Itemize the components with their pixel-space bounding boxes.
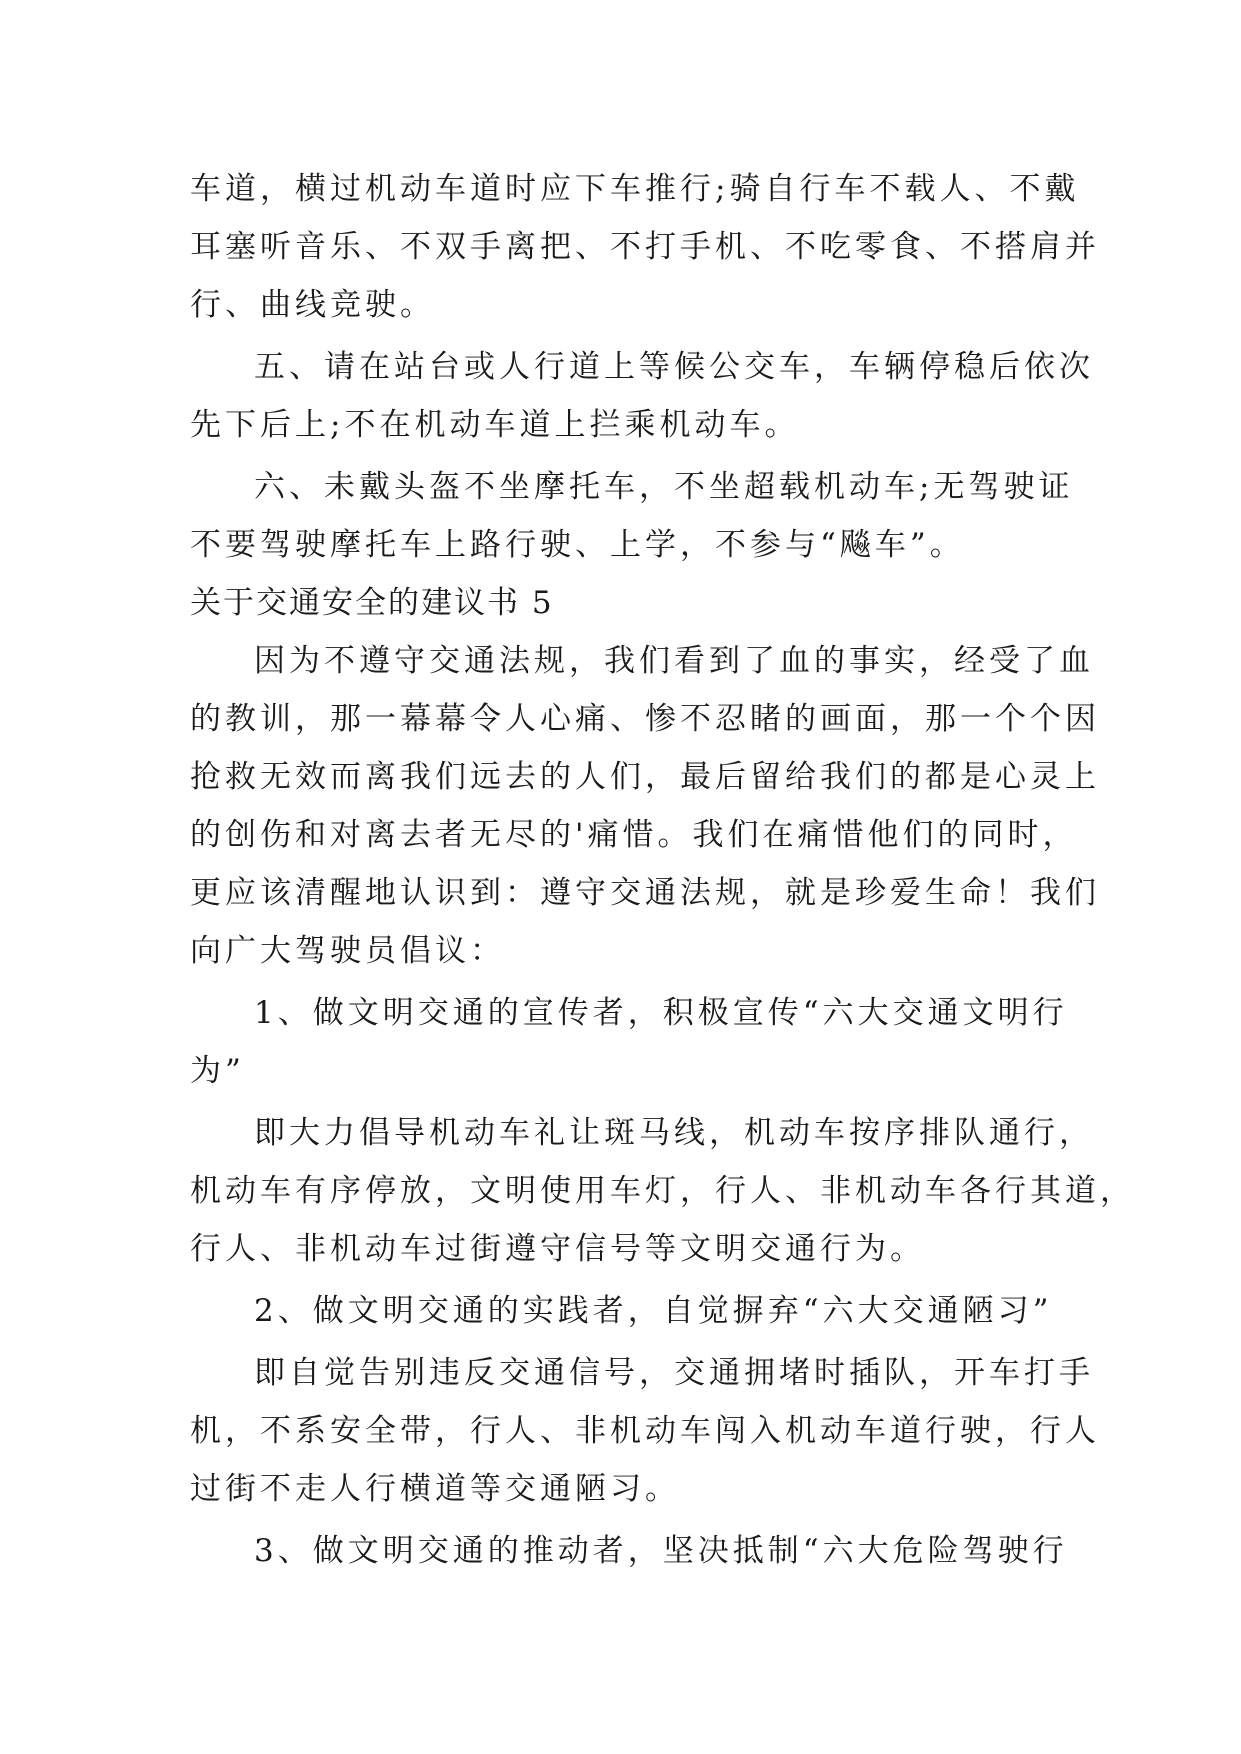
text-line: 1、做文明交通的宣传者，积极宣传“六大交通文明行 xyxy=(254,995,1068,1031)
paragraph xyxy=(190,338,1094,454)
paragraph xyxy=(190,458,1074,574)
text-line: 即自觉告别违反交通信号，交通拥堵时插队，开车打手 xyxy=(254,1355,1094,1391)
text-line: 耳塞听音乐、不双手离把、不打手机、不吃零食、不搭肩并 xyxy=(190,229,1100,265)
paragraph xyxy=(190,984,1070,1100)
paragraph xyxy=(190,632,1100,980)
text-line: 不要驾驶摩托车上路行驶、上学，不参与“飚车”。 xyxy=(190,527,965,563)
text-line: 2、做文明交通的实践者，自觉摒弃“六大交通陋习” xyxy=(254,1293,1053,1329)
text-line: 因为不遵守交通法规，我们看到了血的事实，经受了血 xyxy=(254,643,1094,679)
section-heading xyxy=(190,574,1070,632)
text-line: 先下后上;不在机动车道上拦乘机动车。 xyxy=(190,407,800,443)
text-line: 机动车有序停放，文明使用车灯，行人、非机动车各行其道， xyxy=(190,1173,1135,1209)
text-line: 更应该清醒地认识到：遵守交通法规，就是珍爱生命！我们 xyxy=(190,875,1100,911)
paragraph xyxy=(190,160,1100,334)
text-line: 的创伤和对离去者无尽的'痛惜。我们在痛惜他们的同时， xyxy=(190,817,1078,853)
document-body xyxy=(190,160,1135,1580)
text-line: 3、做文明交通的推动者，坚决抵制“六大危险驾驶行 xyxy=(254,1533,1068,1569)
paragraph xyxy=(190,1104,1135,1278)
heading-text: 关于交通安全的建议书 5 xyxy=(190,585,554,621)
paragraph xyxy=(190,1344,1100,1518)
text-line: 过街不走人行横道等交通陋习。 xyxy=(190,1471,680,1507)
text-line: 五、请在站台或人行道上等候公交车，车辆停稳后依次 xyxy=(254,349,1094,385)
text-line: 向广大驾驶员倡议： xyxy=(190,933,505,969)
text-line: 机，不系安全带，行人、非机动车闯入机动车道行驶，行人 xyxy=(190,1413,1100,1449)
paragraph xyxy=(190,1282,1070,1340)
text-line: 行、曲线竞驶。 xyxy=(190,287,435,323)
text-line: 车道，横过机动车道时应下车推行;骑自行车不载人、不戴 xyxy=(190,171,1080,207)
text-line: 行人、非机动车过街遵守信号等文明交通行为。 xyxy=(190,1231,925,1267)
paragraph xyxy=(190,1522,1070,1580)
text-line: 抢救无效而离我们远去的人们，最后留给我们的都是心灵上 xyxy=(190,759,1100,795)
text-line: 即大力倡导机动车礼让斑马线，机动车按序排队通行， xyxy=(254,1115,1094,1151)
text-line: 为” xyxy=(190,1053,245,1089)
text-line: 六、未戴头盔不坐摩托车，不坐超载机动车;无驾驶证 xyxy=(254,469,1074,505)
text-line: 的教训，那一幕幕令人心痛、惨不忍睹的画面，那一个个因 xyxy=(190,701,1100,737)
